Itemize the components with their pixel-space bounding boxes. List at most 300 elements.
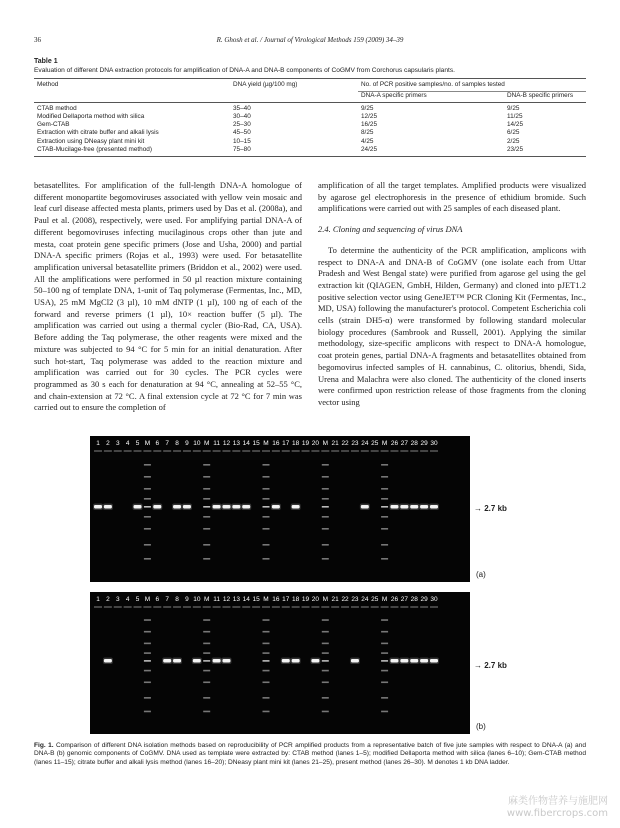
table-cell-a: 24/25 <box>358 146 504 157</box>
band-glow <box>399 504 409 511</box>
ladder-band <box>381 711 388 713</box>
ladder-band <box>144 697 151 699</box>
table-cell-method: Gem-CTAB <box>37 121 70 129</box>
gel-well <box>173 606 181 608</box>
band-glow <box>360 504 370 511</box>
lane-label: 12 <box>222 596 231 603</box>
ladder-band <box>203 711 210 713</box>
gel-well <box>262 606 270 608</box>
th-dna-b: DNA-B specific primers <box>504 92 586 103</box>
ladder-band <box>203 697 210 699</box>
left-column <box>34 180 302 414</box>
watermark <box>507 796 608 820</box>
band-glow <box>212 658 222 665</box>
gel-well <box>390 606 398 608</box>
ladder-band <box>263 488 270 490</box>
band-glow <box>93 504 103 511</box>
table-cell-method: CTAB method <box>37 105 77 113</box>
band-glow <box>172 658 182 665</box>
gel-well <box>104 450 112 452</box>
ladder-band <box>381 670 388 672</box>
lane-label: 21 <box>331 440 339 447</box>
ladder-band <box>203 516 210 518</box>
gel-well <box>302 450 310 452</box>
table-row <box>34 103 586 114</box>
ladder-band <box>144 660 151 662</box>
gel-well <box>104 606 112 608</box>
band-glow <box>192 658 202 665</box>
lane-label: M <box>322 440 329 447</box>
gel-well <box>371 606 379 608</box>
panel-label-a: (a) <box>476 570 486 579</box>
band-glow <box>429 658 439 665</box>
lane-label: 10 <box>193 440 201 447</box>
size-marker-label-a: → 2.7 kb <box>474 504 507 513</box>
band-glow <box>231 504 241 511</box>
gel-well <box>420 606 428 608</box>
ladder-band <box>263 631 270 633</box>
lane-label: 3 <box>115 596 120 603</box>
ladder-band <box>322 652 329 654</box>
gel-well <box>203 450 211 452</box>
ladder-band <box>322 558 329 560</box>
lane-label: 1 <box>96 440 100 447</box>
band-glow <box>241 504 251 511</box>
band-glow <box>409 658 419 665</box>
ladder-band <box>263 528 270 530</box>
table-cell-b: 2/25 <box>507 137 520 145</box>
gel-well <box>143 606 151 608</box>
ladder-band <box>203 488 210 490</box>
band-glow <box>281 658 291 665</box>
table-caption: Evaluation of different DNA extraction protocols for amplification of DNA-A and DNA-B components of CoGMV from Corchorus capsularis plants. <box>34 67 455 74</box>
band-glow <box>419 658 429 665</box>
panel-label-b: (b) <box>476 722 486 731</box>
gel-well <box>430 606 438 608</box>
gel-well <box>134 450 142 452</box>
lane-label: 5 <box>135 596 140 603</box>
ladder-band <box>381 697 388 699</box>
band-glow <box>310 658 320 665</box>
gel-well <box>351 606 359 608</box>
lane-label: M <box>263 596 269 603</box>
ladder-band <box>381 631 388 633</box>
ladder-band <box>263 558 270 560</box>
gel-well <box>341 606 349 608</box>
ladder-band <box>322 506 329 508</box>
table-cell-method: Extraction using DNeasy plant mini kit <box>37 137 145 145</box>
lane-label: 28 <box>410 596 418 603</box>
band-glow <box>399 658 409 665</box>
ladder-band <box>322 488 329 490</box>
ladder-band <box>322 498 329 500</box>
ladder-band <box>381 544 388 546</box>
ladder-band <box>144 711 151 713</box>
lane-label: M <box>263 440 269 447</box>
table-cell-method: Extraction with citrate buffer and alkali lysis <box>37 129 159 137</box>
gel-well <box>163 606 171 608</box>
lane-label: 26 <box>390 440 399 447</box>
ladder-band <box>144 488 151 490</box>
lane-label: 11 <box>213 440 220 447</box>
lane-label: 16 <box>272 596 280 603</box>
lane-label: 28 <box>410 440 418 447</box>
table-cell-yield: 30–40 <box>233 113 251 121</box>
lane-label: 30 <box>430 440 438 447</box>
ladder-band <box>381 652 388 654</box>
table-cell-a: 9/25 <box>361 105 374 113</box>
table-cell-a: 16/25 <box>361 121 377 129</box>
ladder-band <box>144 528 151 530</box>
table-cell-yield: 45–50 <box>233 129 251 137</box>
th-yield: DNA yield (µg/100 mg) <box>230 79 358 92</box>
band-glow <box>133 504 143 511</box>
gel-well <box>272 450 280 452</box>
band-glow <box>389 504 399 511</box>
th-pcr: No. of PCR positive samples/no. of samples tested <box>358 79 586 92</box>
gel-well <box>183 606 191 608</box>
band-glow <box>429 504 439 511</box>
watermark-line1: 麻类作物营养与施肥网 <box>508 796 608 807</box>
lane-label: 17 <box>282 440 290 447</box>
ladder-band <box>322 528 329 530</box>
ladder-band <box>381 498 388 500</box>
right-column <box>318 180 586 409</box>
gel-well <box>321 450 329 452</box>
ladder-band <box>263 464 270 466</box>
size-marker-label-b: → 2.7 kb <box>474 661 507 670</box>
ladder-band <box>322 544 329 546</box>
ladder-band <box>263 681 270 683</box>
journal-citation: R. Ghosh et al. / Journal of Virological Methods 159 (2009) 34–39 <box>216 36 404 44</box>
lane-label: M <box>381 596 388 603</box>
lane-label: 27 <box>400 596 408 603</box>
gel-well <box>252 606 260 608</box>
ladder-band <box>144 558 151 560</box>
band-glow <box>271 504 281 511</box>
body-paragraph: betasatellites. For amplification of the full-length DNA-A homologue of different monopartite begomoviruses associated with yellow vein mosaic and leaf curl disease affected mesta plants, primers used by Das et al. (2008a), and Paul et al. (2008), respectively, were used. For amplifying partial DNA-A of different begomoviruses infecting mucilaginous crops other than jute and mesta, coat protein gene specific primers (Jose and Usha, 2000) and partial DNA-A specific primers (Rojas et al., 1993) were used. For betasatellite amplification universal betasatellite primers (Briddon et al., 2002) were used. All the amplifications were performed in 50 µl reaction mixture containing 50–100 ng of template DNA, 1-unit of Taq polymerase (Fermentas, Inc., MD, USA), 25 mM MgCl2 (3 µl), 10 mM dNTP (1 µl), 100 ng of each of the forward and reverse primers (1 µl), 10× reaction buffer (5 µl). The amplification was carried out using a thermal cycler (Bio-Rad, CA, USA). Before adding the Taq polymerase, the other reagents were mixed and the mixture was subjected to 94 °C for 5 min for an initial denaturation. After such hot-start, Taq polymerase was added to the reaction mixture and amplification was carried out for 30 cycles. The PCR cycles were programmed as 30 s each for denaturation at 94 °C, annealing at 52–55 °C, and chain-extension at 72 °C. A final extension cycle at 72 °C for 7 min was carried out to ensure the completion of <box>34 180 302 413</box>
ladder-band <box>263 506 270 508</box>
gel-well <box>302 606 310 608</box>
ladder-band <box>381 464 388 466</box>
gel-well <box>114 606 122 608</box>
lane-label: 15 <box>252 440 260 447</box>
lane-label: 14 <box>242 596 250 603</box>
band-glow <box>172 504 182 511</box>
lane-label: 8 <box>175 440 179 447</box>
ladder-band <box>322 631 329 633</box>
ladder-band <box>322 660 329 662</box>
band-glow <box>389 658 399 665</box>
ladder-band <box>203 652 210 654</box>
ladder-band <box>381 558 388 560</box>
band-glow <box>221 504 231 511</box>
ladder-band <box>381 516 388 518</box>
band-glow <box>350 658 360 665</box>
lane-label: 16 <box>272 440 280 447</box>
gel-well <box>282 450 290 452</box>
ladder-band <box>144 652 151 654</box>
ladder-band <box>144 631 151 633</box>
lane-label: 19 <box>301 440 310 447</box>
gel-well <box>292 450 300 452</box>
gel-well <box>331 450 339 452</box>
gel-well <box>124 450 132 452</box>
table-cell-b: 9/25 <box>507 105 520 113</box>
ladder-band <box>203 544 210 546</box>
gel-well <box>311 450 319 452</box>
lane-label: M <box>203 596 210 603</box>
table-cell-yield: 35–40 <box>233 105 251 113</box>
lane-label: 26 <box>390 596 399 603</box>
th-method: Method <box>34 79 230 92</box>
gel-well <box>242 606 250 608</box>
ladder-band <box>263 643 270 645</box>
lane-label: 22 <box>341 596 349 603</box>
lane-label: 25 <box>371 596 379 603</box>
watermark-line2: www.fibercrops.com <box>506 808 608 819</box>
table-cell-yield: 10–15 <box>233 137 251 145</box>
ladder-band <box>381 681 388 683</box>
gel-well <box>321 606 329 608</box>
body-paragraph: To determine the authenticity of the PCR amplification, amplicons with respect to DNA-A and DNA-B of CoGMV (one isolate each from Uttar Pradesh and West Bengal state) were purified from agarose gel using the gel extraction kit (QIAGEN, GmbH, Hilden, Germany) and cloned into pJET1.2 positive selection vector using GeneJET™ PCR Cloning Kit (Fermentas, Inc., MD, USA) following the manufacturer's protocol. Competent Escherichia coli cells (strain DH5-α) were transformed by following standard molecular biology procedures (Sambrook and Russell, 2001). Applying the similar methodology, size-specific amplicons with respect to DNA-A homologue, coat protein genes, partial DNA-A fragments and betasatellites obtained from begomovirus infected samples of H. cannabinus, C. olitorius, bhendi, Sida, Urena and Malachra were also cloned. The authenticity of the cloned inserts were confirmed upon restriction release of those fragments from the cloning vector using <box>318 244 586 407</box>
lane-label: 22 <box>341 440 349 447</box>
lane-label: 24 <box>361 440 369 447</box>
gel-well <box>203 606 211 608</box>
ladder-band <box>203 464 210 466</box>
lane-label: 6 <box>155 440 160 447</box>
lane-label: 7 <box>165 596 169 603</box>
gel-image-a <box>90 436 470 582</box>
gel-well <box>410 606 418 608</box>
ladder-band <box>263 516 270 518</box>
ladder-band <box>203 558 210 560</box>
lane-label: 20 <box>311 440 320 447</box>
gel-well <box>351 450 359 452</box>
gel-well <box>331 606 339 608</box>
gel-well <box>390 450 398 452</box>
gel-well <box>341 450 349 452</box>
lane-label: 14 <box>242 440 250 447</box>
ladder-band <box>144 476 151 478</box>
gel-well <box>94 606 102 608</box>
band-glow <box>419 504 429 511</box>
table-cell-method: CTAB-Mucilage-free (presented method) <box>34 146 230 157</box>
table-cell-b: 11/25 <box>507 113 523 121</box>
ladder-band <box>381 643 388 645</box>
gel-well <box>163 450 171 452</box>
lane-label: 7 <box>165 440 169 447</box>
ladder-band <box>381 660 388 662</box>
gel-well <box>400 450 408 452</box>
ladder-band <box>322 711 329 713</box>
body-paragraph: amplification of all the target templates. Amplified products were visualized by agarose gel electrophoresis in the presence of ethidium bromide. Such amplifications were carried out with 25 samples of each diseased plant. <box>318 180 586 214</box>
gel-well <box>213 606 221 608</box>
lane-label: 27 <box>400 440 408 447</box>
ladder-band <box>203 670 210 672</box>
lane-label: 18 <box>292 440 300 447</box>
band-glow <box>212 504 222 511</box>
gel-well <box>193 450 201 452</box>
gel-well <box>232 450 240 452</box>
gel-well <box>114 450 122 452</box>
gel-well <box>371 450 379 452</box>
ladder-band <box>203 619 210 621</box>
lane-label: M <box>322 596 329 603</box>
lane-label: 1 <box>96 596 100 603</box>
lane-label: 3 <box>115 440 120 447</box>
ladder-band <box>144 506 151 508</box>
section-heading: 2.4. Cloning and sequencing of virus DNA <box>318 224 463 235</box>
lane-label: 9 <box>185 440 189 447</box>
gel-well <box>381 606 389 608</box>
table-row <box>34 138 586 146</box>
lane-label: M <box>144 596 151 603</box>
lane-label: 6 <box>155 596 160 603</box>
lane-label: 13 <box>232 596 240 603</box>
gel-well <box>143 450 151 452</box>
ladder-band <box>263 476 270 478</box>
ladder-band <box>381 488 388 490</box>
lane-label: 15 <box>252 596 260 603</box>
lane-label: 29 <box>420 596 428 603</box>
ladder-band <box>144 681 151 683</box>
ladder-band <box>144 544 151 546</box>
ladder-band <box>203 681 210 683</box>
gel-well <box>222 606 230 608</box>
lane-label: 10 <box>193 596 201 603</box>
gel-well <box>94 450 102 452</box>
band-glow <box>162 658 172 665</box>
lane-label: 13 <box>232 440 240 447</box>
gel-well <box>242 450 250 452</box>
table-cell-method: Modified Dellaporta method with silica <box>37 113 145 121</box>
gel-well <box>153 450 161 452</box>
ladder-band <box>322 476 329 478</box>
lane-label: 17 <box>282 596 290 603</box>
ladder-band <box>263 660 270 662</box>
band-glow <box>182 504 192 511</box>
lane-label: 8 <box>175 596 179 603</box>
ladder-band <box>263 670 270 672</box>
ladder-band <box>144 464 151 466</box>
lane-label: M <box>144 440 151 447</box>
table-cell-b: 14/25 <box>507 121 523 129</box>
lane-label: 20 <box>311 596 320 603</box>
lane-label: 21 <box>331 596 339 603</box>
lane-label: M <box>203 440 210 447</box>
gel-well <box>361 606 369 608</box>
ladder-band <box>203 498 210 500</box>
band-glow <box>291 658 301 665</box>
band-glow <box>221 658 231 665</box>
table-cell-a: 4/25 <box>361 137 374 145</box>
ladder-band <box>203 528 210 530</box>
ladder-band <box>322 643 329 645</box>
lane-label: 23 <box>351 596 359 603</box>
lane-label: 25 <box>371 440 379 447</box>
lane-label: 4 <box>125 440 130 447</box>
gel-well <box>153 606 161 608</box>
gel-well <box>420 450 428 452</box>
gel-well <box>183 450 191 452</box>
lane-label: 2 <box>106 596 110 603</box>
lane-label: 24 <box>361 596 369 603</box>
gel-well <box>292 606 300 608</box>
lane-label: 9 <box>185 596 189 603</box>
lane-label: 5 <box>135 440 140 447</box>
gel-well <box>381 450 389 452</box>
table-cell-yield: 25–30 <box>233 121 251 129</box>
gel-well <box>222 450 230 452</box>
ladder-band <box>144 516 151 518</box>
gel-image-b <box>90 592 470 734</box>
gel-well <box>361 450 369 452</box>
table-cell-b: 6/25 <box>507 129 520 137</box>
table-row <box>34 129 586 137</box>
band-glow <box>152 504 162 511</box>
band-glow <box>409 504 419 511</box>
lane-label: M <box>381 440 388 447</box>
ladder-band <box>322 619 329 621</box>
gel-well <box>410 450 418 452</box>
table-title: Table 1 <box>34 58 58 65</box>
gel-well <box>311 606 319 608</box>
lane-label: 30 <box>430 596 438 603</box>
ladder-band <box>144 498 151 500</box>
figure-caption <box>34 742 586 767</box>
ladder-band <box>263 498 270 500</box>
gel-well <box>193 606 201 608</box>
ladder-band <box>263 711 270 713</box>
table-cell-a: 12/25 <box>361 113 377 121</box>
gel-well <box>400 606 408 608</box>
extraction-table <box>34 78 586 157</box>
table-row <box>34 121 586 129</box>
gel-well <box>430 450 438 452</box>
gel-well <box>134 606 142 608</box>
gel-well <box>252 450 260 452</box>
table-row <box>34 146 586 157</box>
lane-label: 11 <box>213 596 220 603</box>
gel-well <box>173 450 181 452</box>
ladder-band <box>263 697 270 699</box>
ladder-band <box>381 506 388 508</box>
ladder-band <box>381 476 388 478</box>
lane-label: 19 <box>301 596 310 603</box>
ladder-band <box>322 681 329 683</box>
ladder-band <box>144 619 151 621</box>
ladder-band <box>203 506 210 508</box>
ladder-band <box>263 619 270 621</box>
lane-label: 12 <box>222 440 231 447</box>
lane-label: 23 <box>351 440 359 447</box>
lane-label: 2 <box>106 440 110 447</box>
table-cell-b: 23/25 <box>504 146 586 157</box>
gel-well <box>213 450 221 452</box>
ladder-band <box>381 619 388 621</box>
lane-label: 29 <box>420 440 428 447</box>
ladder-band <box>322 697 329 699</box>
gel-well <box>282 606 290 608</box>
gel-well <box>232 606 240 608</box>
figure-caption-text: Comparison of different DNA isolation methods based on reproducibility of PCR amplified products from a representative batch of five jute samples with respect to DNA-A (a) and DNA-B (b) genomic components of CoGMV. DNA used as template were extracted by: CTAB method (lanes 1–5); modified Dellaporta method with silica (lanes 6–10); Gem-CTAB method (lanes 11–15); citrate buffer and alkali lysis method (lanes 16–20); DNeasy plant mini kit (lanes 21–25), present method (lanes 26–30). M denotes 1 kb DNA ladder. <box>34 742 586 766</box>
figure-caption-title: Fig. 1. <box>34 742 54 749</box>
ladder-band <box>144 643 151 645</box>
ladder-band <box>203 660 210 662</box>
ladder-band <box>203 476 210 478</box>
page-number: 36 <box>34 36 41 44</box>
